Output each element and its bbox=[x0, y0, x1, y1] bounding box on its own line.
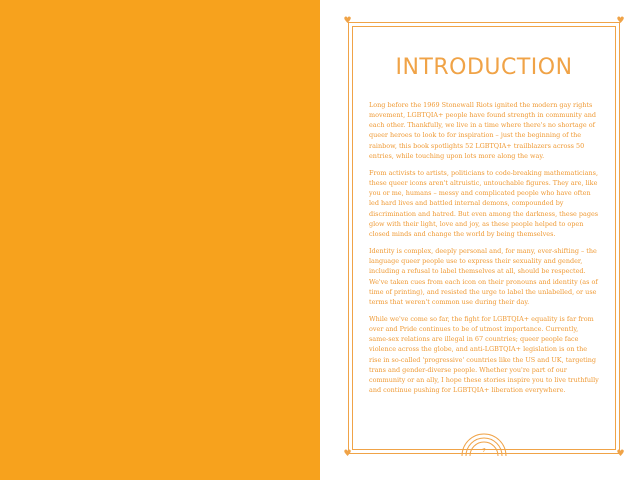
page-number: 7 bbox=[482, 448, 486, 454]
heart-icon: ♥ bbox=[616, 449, 625, 459]
heart-icon: ♥ bbox=[343, 449, 352, 459]
paragraph: Identity is complex, deeply personal and, for many, ever-shifting – the language queer people use to express their sexuality and gender, including a refusal to label themselves at all, should be respected. We've taken cues from each icon on their pronouns and identity (as of time of printing), and resisted the urge to label the unlabelled, or use terms that weren't common use during their day. bbox=[369, 247, 598, 306]
right-page bbox=[320, 0, 640, 480]
paragraph: From activists to artists, politicians to code-breaking mathematicians, these queer icons aren't altruistic, untouchable figures. They are, like you or me, humans – messy and complicated people who have often led hard lives and battled internal demons, compounded by discrimination and hatred. But even among the darkness, these pages glow with their light, love and joy, as these people helped to open closed minds and change the world by being themselves. bbox=[369, 168, 599, 238]
paragraph: While we've come so far, the fight for LGBTQIA+ equality is far from over and Pride continues to be of utmost importance. Currently, same-sex relations are illegal in 67 countries; queer people face violence across the globe, and anti-LGBTQIA+ legislation is on the rise in so-called 'progressive' countries like the US and UK, targeting trans and gender-diverse people. Whether you're part of our community or an ally, I hope these stories inspire you to live truthfully and continue pushing for LGBTQIA+ liberation everywhere. bbox=[369, 314, 599, 395]
paragraph: Long before the 1969 Stonewall Riots ignited the modern gay rights movement, LGBTQIA+ people have found strength in community and each other. Thankfully, we live in a time where there's no shortage of queer heroes to look to for inspiration – just the beginning of the rainbow, this book spotlights 52 LGBTQIA+ trailblazers across 50 entries, while touching upon lots more along the way. bbox=[369, 101, 597, 160]
introduction-body bbox=[369, 100, 599, 402]
heart-icon: ♥ bbox=[616, 16, 625, 26]
heart-icon: ♥ bbox=[343, 16, 352, 26]
page-title: INTRODUCTION bbox=[395, 54, 573, 80]
